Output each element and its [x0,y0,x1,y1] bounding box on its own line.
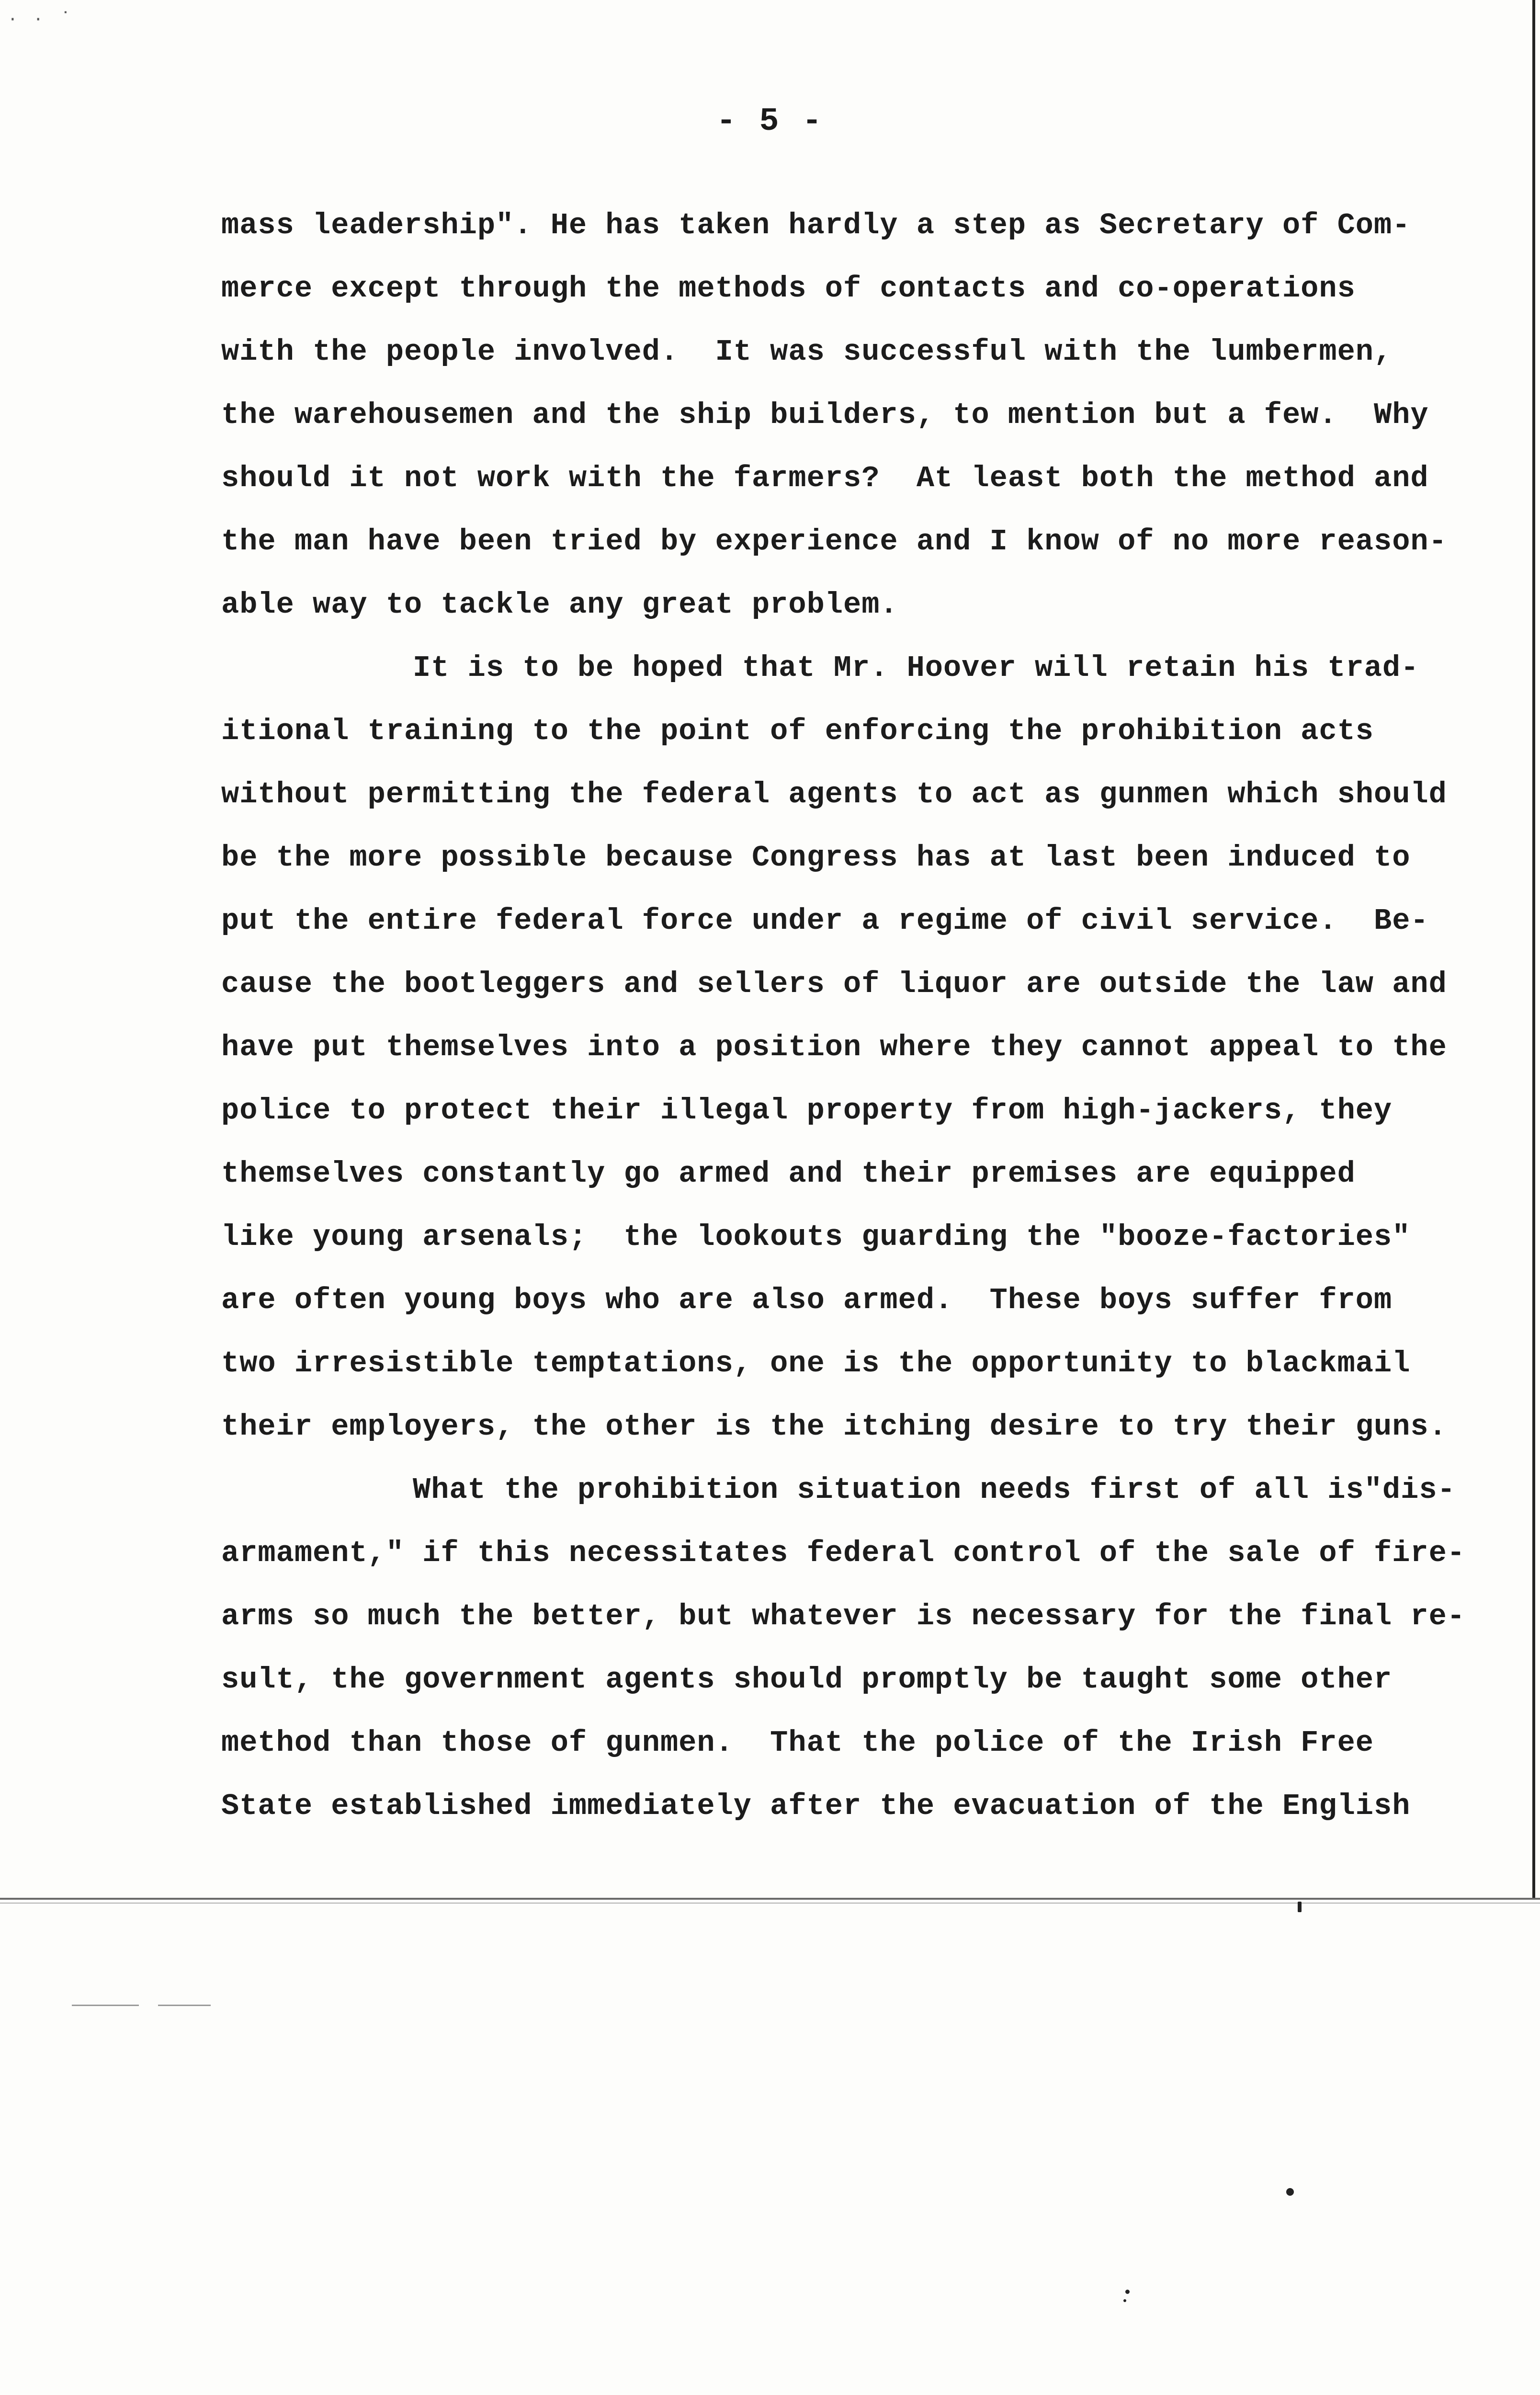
page-fold-line [0,1898,1540,1900]
text-line: should it not work with the farmers? At least both the method and [221,461,1429,495]
text-line: put the entire federal force under a regime of civil service. Be- [221,904,1429,938]
text-line: armament," if this necessitates federal control of the sale of fire- [221,1536,1466,1570]
text-line: their employers, the other is the itching desire to try their guns. [221,1410,1447,1444]
text-line: merce except through the methods of contacts and co-operations [221,272,1356,306]
paper-speck [1125,2290,1130,2294]
body-text [221,194,1466,1838]
page-number: - 5 - [716,103,824,140]
text-line: like young arsenals; the lookouts guarding the "booze-factories" [221,1220,1411,1254]
margin-pencil-mark [158,2005,211,2006]
page-fold-shadow [0,1903,1540,1904]
paper-speck [1298,1902,1302,1912]
text-line: mass leadership". He has taken hardly a step as Secretary of Com- [221,208,1411,242]
paragraph-start-line: It is to be hoped that Mr. Hoover will retain his trad- [413,651,1419,685]
text-line: the warehousemen and the ship builders, to mention but a few. Why [221,398,1429,432]
text-line: two irresistible temptations, one is the opportunity to blackmail [221,1346,1411,1380]
text-line: itional training to the point of enforcing the prohibition acts [221,714,1374,748]
paragraph-start-line: What the prohibition situation needs first of all is"dis- [413,1473,1456,1507]
text-line: method than those of gunmen. That the police of the Irish Free [221,1726,1374,1760]
paper-speck [1286,2188,1294,2196]
corner-smudge-marks: · · ˙ [10,9,77,31]
page-right-edge [1532,0,1535,1899]
text-line: the man have been tried by experience and I know of no more reason- [221,525,1447,559]
text-line: sult, the government agents should promptly be taught some other [221,1663,1393,1697]
text-line: able way to tackle any great problem. [221,588,898,622]
text-line: cause the bootleggers and sellers of liquor are outside the law and [221,967,1447,1001]
text-line: without permitting the federal agents to act as gunmen which should [221,777,1447,811]
text-line: police to protect their illegal property from high-jackers, they [221,1094,1393,1128]
text-line: have put themselves into a position where they cannot appeal to the [221,1030,1447,1064]
paper-speck [1123,2299,1126,2302]
text-line: State established immediately after the evacuation of the English [221,1789,1411,1823]
text-line: arms so much the better, but whatever is necessary for the final re- [221,1599,1466,1633]
text-line: are often young boys who are also armed. These boys suffer from [221,1283,1393,1317]
text-line: be the more possible because Congress has at last been induced to [221,841,1411,875]
text-line: themselves constantly go armed and their premises are equipped [221,1157,1356,1191]
text-line: with the people involved. It was successful with the lumbermen, [221,335,1393,369]
margin-pencil-mark [72,2005,139,2006]
